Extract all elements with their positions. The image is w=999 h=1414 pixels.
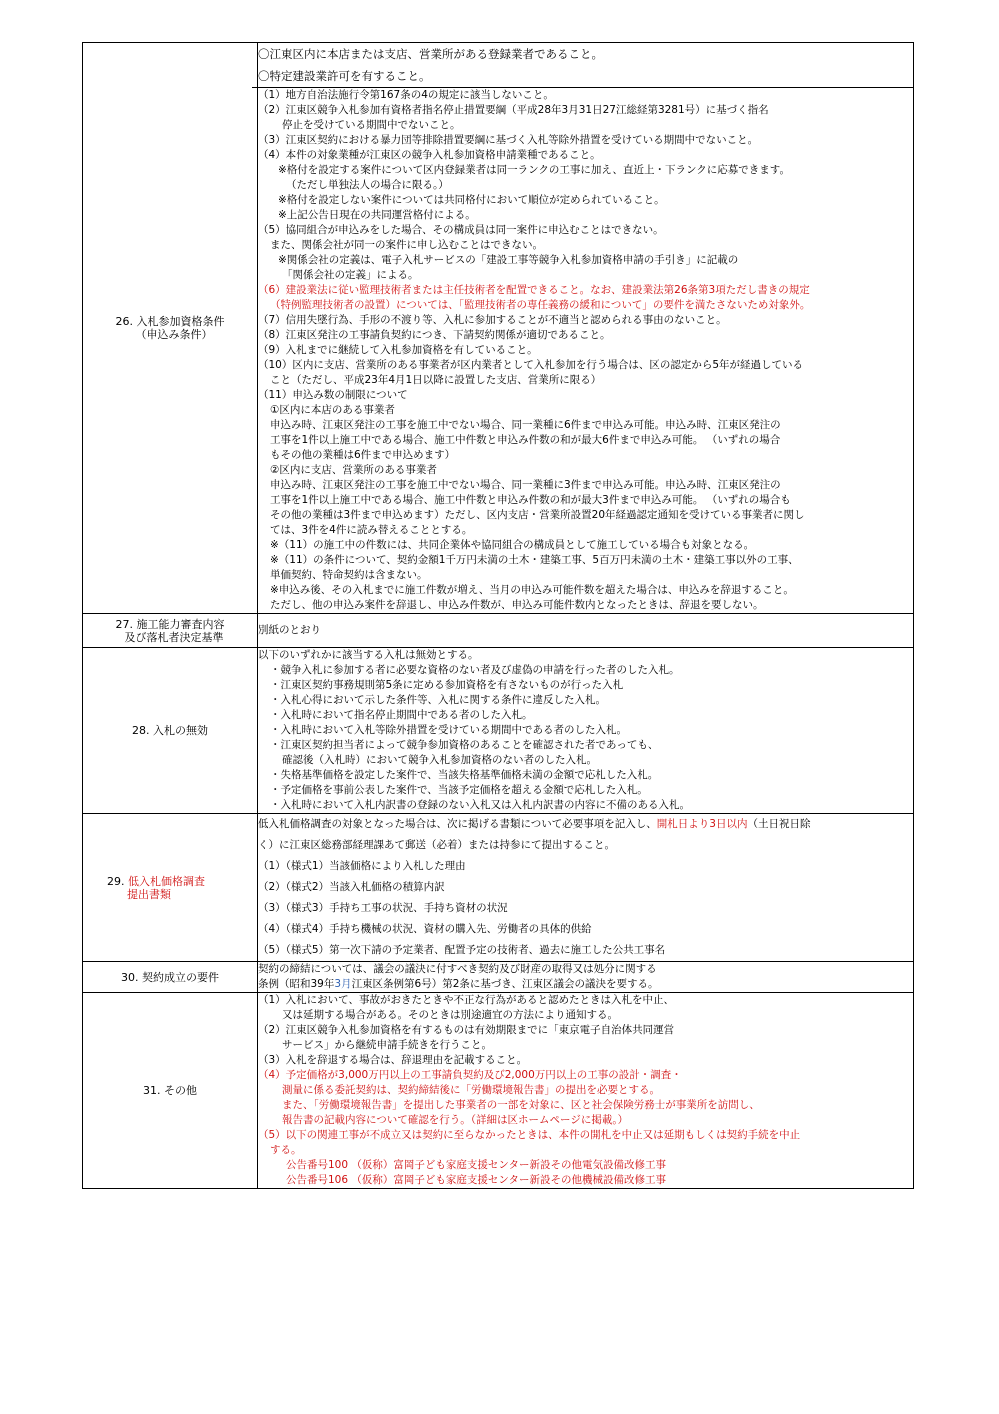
text-line: サービス」から継続申請手続きを行うこと。 <box>282 1039 492 1051</box>
text-line: 申込み時、江東区発注の工事を施工中でない場合、同一業種に6件まで申込み可能。申込み時、江東区発注の <box>270 419 781 431</box>
text-line: （1）入札において、事故がおきたときや不正な行為があると認めたときは入札を中止、 <box>258 994 674 1006</box>
text-line: ・入札時において入札等除外措置を受けている期間中である者のした入札。 <box>270 724 627 736</box>
text-line: （5）（様式5）第一次下請の予定業者、配置予定の技術者、過去に施工した公共工事名 <box>258 944 666 956</box>
text-line: ・競争入札に参加する者に必要な資格のない者及び虚偽の申請を行った者のした入札。 <box>270 664 680 676</box>
row-label <box>83 993 258 1189</box>
text-line: （4）（様式4）手持ち機械の状況、資材の購入先、労働者の具体的供給 <box>258 923 592 935</box>
text-line: ・予定価格を事前公表した案件で、当該予定価格を超える金額で応札した入札。 <box>270 784 648 796</box>
text-line: こと（ただし、平成23年4月1日以降に設置した支店、営業所に限る） <box>270 374 602 386</box>
label-line: 28. 入札の無効 <box>132 724 208 737</box>
text-line: 契約の締結については、議会の議決に付すべき契約及び財産の取得又は処分に関する <box>258 963 657 975</box>
text-line: する。 <box>270 1144 302 1156</box>
label-line: 30. 契約成立の要件 <box>121 970 219 984</box>
label-title-2: 提出書類 <box>127 887 171 901</box>
text-line: ・江東区契約担当者によって競争参加資格のあることを確認された者であっても、 <box>270 739 659 751</box>
row-content <box>258 648 914 814</box>
row-content <box>258 43 914 614</box>
table-row <box>83 814 914 962</box>
label-title: 低入札価格調査 <box>128 874 205 888</box>
label-line: 27. 施工能力審査内容 <box>115 617 225 631</box>
table-row <box>83 993 914 1189</box>
text-line: もその他の業種は6件まで申込めます） <box>270 449 456 461</box>
row-label <box>83 614 258 648</box>
text-line: ※申込み後、その入札までに施工件数が増え、当月の申込み可能件数を超えた場合は、申込みを辞退すること。 <box>270 584 794 596</box>
row-content <box>258 993 914 1189</box>
label-number: 29. <box>107 874 125 888</box>
text-line: また、「労働環境報告書」を提出した事業者の一部を対象に、区と社会保険労務士が事業所を訪問し、 <box>282 1099 760 1111</box>
text-line: （2）（様式2）当該入札価格の積算内訳 <box>258 881 445 893</box>
text-line: その他の業種は3件まで申込めます）ただし、区内支店・営業所設置20年経過認定通知を受けている事業者に関し <box>270 509 805 521</box>
conditions-table <box>82 42 914 1189</box>
text-line: （6）建設業法に従い監理技術者または主任技術者を配置できること。なお、建設業法第26条第3項ただし書きの規定 <box>258 284 810 296</box>
text-line: 又は延期する場合がある。そのときは別途適宜の方法により通知する。 <box>282 1009 618 1021</box>
text-line: 工事を1件以上施工中である場合、施工中件数と申込み件数の和が最大3件まで申込み可能。 （いずれの場合も <box>270 494 791 506</box>
text-line: （3）入札を辞退する場合は、辞退理由を記載すること。 <box>258 1054 528 1066</box>
row-label <box>83 43 258 614</box>
text-line: （2）江東区競争入札参加資格を有するものは有効期限までに「東京電子自治体共同運営 <box>258 1024 675 1036</box>
text-line: 「関係会社の定義」による。 <box>282 269 419 281</box>
row-label <box>83 814 258 962</box>
text-line: 別紙のとおり <box>258 624 321 636</box>
row-content <box>258 814 914 962</box>
text-line: （7）信用失墜行為、手形の不渡り等、入札に参加することが不適当と認められる事由のないこと。 <box>258 314 727 326</box>
text-line: 申込み時、江東区発注の工事を施工中でない場合、同一業種に3件まで申込み可能。申込み時、江東区発注の <box>270 479 781 491</box>
label-line: 26. 入札参加資格条件 <box>115 315 225 328</box>
row-content <box>258 962 914 993</box>
text-line: （1）地方自治法施行令第167条の4の規定に該当しないこと。 <box>258 89 554 101</box>
text-line: ただし、他の申込み案件を辞退し、申込み件数が、申込み可能件数内となったときは、辞退を要しない。 <box>270 599 764 611</box>
text-line: （特例監理技術者の設置）については、「監理技術者の専任義務の緩和について」の要件を満たさないため対象外。 <box>270 299 811 311</box>
text-line: ・入札時において入札内訳書の登録のない入札又は入札内訳書の内容に不備のある入札。 <box>270 799 690 811</box>
text-line: 公告番号106 （仮称）富岡子ども家庭支援センター新設その他機械設備改修工事 <box>286 1174 666 1186</box>
text-line: 公告番号100 （仮称）富岡子ども家庭支援センター新設その他電気設備改修工事 <box>286 1159 666 1171</box>
row-content <box>258 614 914 648</box>
requirement-line: 〇江東区内に本店または支店、営業所がある登録業者であること。 <box>258 47 603 61</box>
text-line: （11）申込み数の制限について <box>258 389 408 401</box>
text-line: 確認後（入札時）において競争入札参加資格のない者のした入札。 <box>282 754 597 766</box>
text-line: ては、3件を4件に読み替えることとする。 <box>270 524 473 536</box>
text-line: く）に江東区総務部経理課あて郵送（必着）または持参にて提出すること。 <box>258 839 615 851</box>
label-line: 31. その他 <box>143 1084 197 1097</box>
text-line: ※格付を設定する案件について区内登録業者は同一ランクの工事に加え、直近上・下ランクに応募できます。 <box>278 164 790 176</box>
table-row <box>83 43 914 614</box>
text-line: 工事を1件以上施工中である場合、施工中件数と申込み件数の和が最大6件まで申込み可能。 （いずれの場合 <box>270 434 781 446</box>
text-line: ※格付を設定しない案件については共同格付において順位が定められていること。 <box>278 194 665 206</box>
text-line: 低入札価格調査の対象となった場合は、次に掲げる書類について必要事項を記入し、開札日より3日以内（土日祝日除 <box>258 818 811 830</box>
row-label <box>83 962 258 993</box>
text-line: 以下のいずれかに該当する入札は無効とする。 <box>258 649 479 661</box>
text-line: また、関係会社が同一の案件に申し込むことはできない。 <box>270 239 543 251</box>
conditions-list <box>252 87 913 613</box>
text-line: ・入札時において指名停止期間中である者のした入札。 <box>270 709 533 721</box>
text-line: 単価契約、特命契約は含まない。 <box>270 569 428 581</box>
text-line: ※関係会社の定義は、電子入札サービスの「建設工事等競争入札参加資格申請の手引き」に記載の <box>278 254 739 266</box>
table-row <box>83 648 914 814</box>
text-line: （8）江東区発注の工事請負契約につき、下請契約関係が適切であること。 <box>258 329 611 341</box>
text-line: （4）予定価格が3,000万円以上の工事請負契約及び2,000万円以上の工事の設計・調査・ <box>258 1069 682 1081</box>
requirement-line: 〇特定建設業許可を有すること。 <box>258 69 431 83</box>
text-line: 測量に係る委託契約は、契約締結後に「労働環境報告書」の提出を必要とする。 <box>282 1084 660 1096</box>
table-row <box>83 962 914 993</box>
text-line: （3）江東区契約における暴力団等排除措置要綱に基づく入札等除外措置を受けている期間中でないこと。 <box>258 134 759 146</box>
text-line: （1）（様式1）当該価格により入札した理由 <box>258 860 466 872</box>
text-line: ※（11）の条件について、契約金額1千万円未満の土木・建築工事、5百万円未満の土木・建築工事以外の工事、 <box>270 554 799 566</box>
text-line: ※上記公告日現在の共同運営格付による。 <box>278 209 476 221</box>
text-line: （5）以下の関連工事が不成立又は契約に至らなかったときは、本件の開札を中止又は延期もしくは契約手続を中止 <box>258 1129 801 1141</box>
text-line: 条例（昭和39年3月江東区条例第6号）第2条に基づき、江東区議会の議決を要する。 <box>258 978 659 990</box>
text-line: （9）入札までに継続して入札参加資格を有していること。 <box>258 344 538 356</box>
text-line: （3）（様式3）手持ち工事の状況、手持ち資材の状況 <box>258 902 508 914</box>
text-line: ①区内に本店のある事業者 <box>270 404 395 416</box>
text-line: ・失格基準価格を設定した案件で、当該失格基準価格未満の金額で応札した入札。 <box>270 769 659 781</box>
table-row <box>83 614 914 648</box>
label-line: 及び落札者決定基準 <box>124 630 224 644</box>
text-line: 停止を受けている期間中でないこと。 <box>282 119 461 131</box>
text-line: ・江東区契約事務規則第5条に定める参加資格を有さないものが行った入札 <box>270 679 624 691</box>
text-line: （ただし単独法人の場合に限る。） <box>286 179 449 191</box>
text-line: （10）区内に支店、営業所のある事業者が区内業者として入札参加を行う場合は、区の認定から5年が経過している <box>258 359 804 371</box>
text-line: （5）協同組合が申込みをした場合、その構成員は同一案件に申込むことはできない。 <box>258 224 664 236</box>
text-line: ・入札心得において示した条件等、入札に関する条件に違反した入札。 <box>270 694 606 706</box>
row-label <box>83 648 258 814</box>
text-line: （4）本件の対象業種が江東区の競争入札参加資格申請業種であること。 <box>258 149 601 161</box>
label-line: （申込み条件） <box>135 328 213 341</box>
text-line: （2）江東区競争入札参加有資格者指名停止措置要綱（平成28年3月31日27江総経第3281号）に基づく指名 <box>258 104 769 116</box>
text-line: 報告書の記載内容について確認を行う。（詳細は区ホームページに掲載。） <box>282 1114 629 1126</box>
text-line: ②区内に支店、営業所のある事業者 <box>270 464 437 476</box>
text-line: ※（11）の施工中の件数には、共同企業体や協同組合の構成員として施工している場合も対象となる。 <box>270 539 755 551</box>
